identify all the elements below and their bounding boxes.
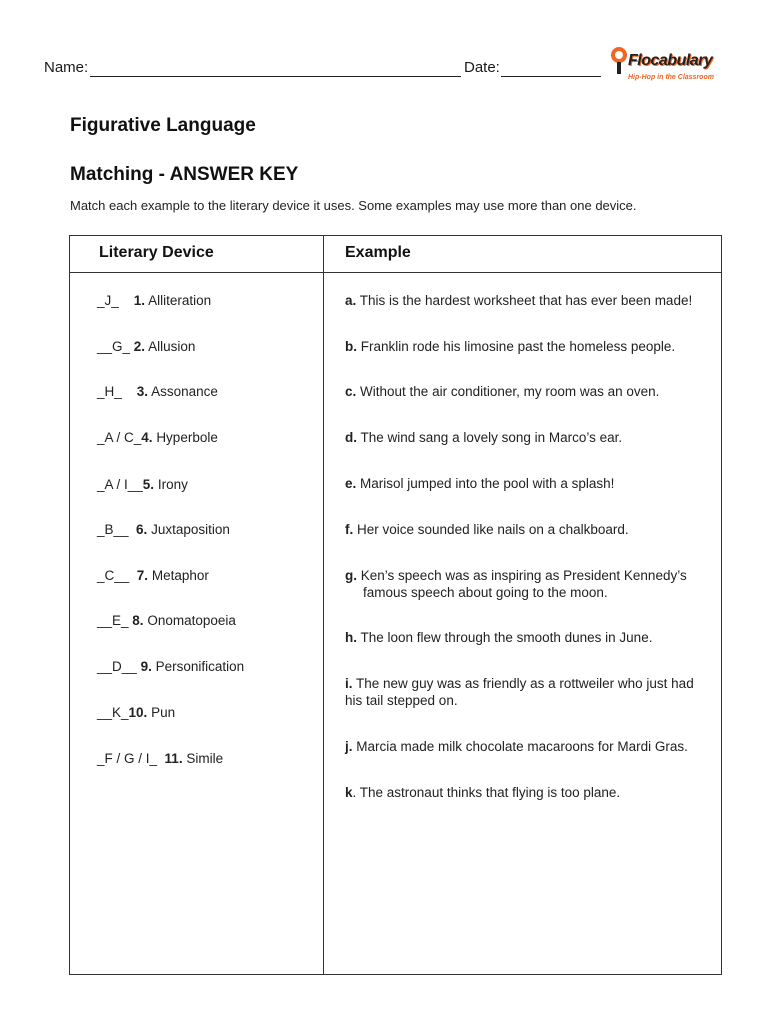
example-text: The wind sang a lovely song in Marco’s ear. xyxy=(360,430,623,445)
device-number: 7. xyxy=(136,568,149,583)
worksheet-subtitle: Matching - ANSWER KEY xyxy=(70,164,299,185)
example-letter: j. xyxy=(345,739,353,754)
device-name: Allusion xyxy=(148,339,196,354)
instructions: Match each example to the literary device it uses. Some examples may use more than one device. xyxy=(70,198,637,213)
example-item xyxy=(345,476,705,493)
example-text-continued: his tail stepped on. xyxy=(345,692,458,708)
example-letter: b. xyxy=(345,339,357,354)
device-name: Juxtaposition xyxy=(151,522,230,537)
device-name: Assonance xyxy=(151,384,218,399)
example-letter: h. xyxy=(345,630,357,645)
device-item xyxy=(97,384,218,399)
example-item xyxy=(345,676,705,709)
device-name: Onomatopoeia xyxy=(147,613,236,628)
device-answer: _J_ xyxy=(97,293,119,308)
device-item xyxy=(97,705,175,720)
date-field-line[interactable] xyxy=(501,76,601,77)
device-name: Metaphor xyxy=(151,568,209,583)
example-item xyxy=(345,739,705,756)
device-item xyxy=(97,522,230,537)
device-name: Alliteration xyxy=(148,293,212,308)
device-number: 9. xyxy=(140,659,152,674)
device-item xyxy=(97,477,188,492)
example-item xyxy=(345,522,705,539)
device-answer: _C__ xyxy=(97,568,130,583)
device-number: 5. xyxy=(142,477,155,492)
device-name: Personification xyxy=(155,659,245,674)
example-text: Franklin rode his limosine past the homeless people. xyxy=(360,339,676,354)
device-answer: _H_ xyxy=(97,384,122,399)
device-name: Simile xyxy=(186,751,224,766)
device-answer: _A / C_ xyxy=(97,430,142,445)
example-text: Without the air conditioner, my room was an oven. xyxy=(360,384,660,399)
example-item xyxy=(345,339,705,356)
example-letter: e. xyxy=(345,476,357,491)
example-letter: g. xyxy=(345,568,357,583)
matching-table xyxy=(69,235,722,975)
date-label: Date: xyxy=(464,59,500,76)
example-item xyxy=(345,630,705,647)
example-text: Her voice sounded like nails on a chalkboard. xyxy=(357,522,629,537)
example-letter: k xyxy=(345,785,353,800)
example-text: This is the hardest worksheet that has ever been made! xyxy=(359,293,693,308)
example-text: Marcia made milk chocolate macaroons for Mardi Gras. xyxy=(356,739,688,754)
device-answer: __G_ xyxy=(97,339,131,354)
name-field-line[interactable] xyxy=(90,76,461,77)
device-item xyxy=(97,613,236,628)
device-item xyxy=(97,339,195,354)
device-answer: __E_ xyxy=(97,613,129,628)
device-number: 6. xyxy=(136,522,148,537)
device-name: Hyperbole xyxy=(156,430,218,445)
example-item xyxy=(345,568,705,601)
device-number: 1. xyxy=(133,293,146,308)
device-item xyxy=(97,430,218,445)
device-item xyxy=(97,659,244,674)
example-text: Marisol jumped into the pool with a splash! xyxy=(360,476,615,491)
example-item xyxy=(345,785,705,802)
device-number: 4. xyxy=(141,430,153,445)
example-text: Ken’s speech was as inspiring as President Kennedy’s xyxy=(360,568,687,583)
device-number: 3. xyxy=(136,384,149,399)
example-item xyxy=(345,293,705,310)
column-divider xyxy=(323,236,324,974)
header-divider xyxy=(70,272,721,273)
device-answer: _F / G / I_ xyxy=(97,751,158,766)
example-item xyxy=(345,384,705,401)
example-letter: a. xyxy=(345,293,357,308)
device-item xyxy=(97,293,211,308)
example-text-continued: famous speech about going to the moon. xyxy=(363,584,608,600)
example-item xyxy=(345,430,705,447)
microphone-icon xyxy=(608,46,630,76)
flocabulary-logo xyxy=(608,44,733,88)
device-answer: __K_ xyxy=(97,705,129,720)
device-item xyxy=(97,568,209,583)
example-letter: f. xyxy=(345,522,354,537)
device-number: 8. xyxy=(132,613,144,628)
logo-wordmark: Flocabulary xyxy=(628,52,713,69)
name-label: Name: xyxy=(44,59,89,76)
device-answer: _A / I__ xyxy=(97,477,143,492)
device-name: Irony xyxy=(157,477,188,492)
logo-tagline: Hip-Hop in the Classroom xyxy=(628,74,714,81)
device-number: 2. xyxy=(133,339,146,354)
example-letter: c. xyxy=(345,384,357,399)
worksheet-title: Figurative Language xyxy=(70,115,256,136)
example-text: The new guy was as friendly as a rottweiler who just had xyxy=(356,676,694,691)
example-letter: d. xyxy=(345,430,357,445)
example-letter: i. xyxy=(345,676,353,691)
device-name: Pun xyxy=(151,705,176,720)
column-header-device: Literary Device xyxy=(99,244,214,261)
device-number: 10. xyxy=(128,705,148,720)
device-answer: _B__ xyxy=(97,522,129,537)
device-answer: __D__ xyxy=(97,659,137,674)
example-text: . The astronaut thinks that flying is too plane. xyxy=(352,785,621,800)
example-text: The loon flew through the smooth dunes in June. xyxy=(360,630,653,645)
device-number: 11. xyxy=(164,751,183,766)
device-item xyxy=(97,751,223,766)
column-header-example: Example xyxy=(345,244,411,261)
